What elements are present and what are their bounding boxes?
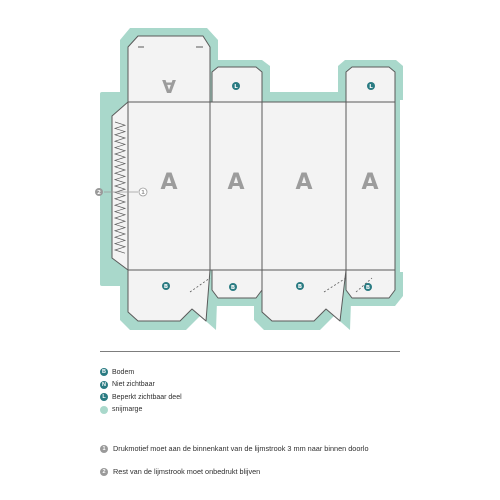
svg-text:B: B — [365, 285, 371, 292]
legend-swatch: L — [100, 393, 108, 401]
svg-text:B: B — [163, 284, 169, 291]
panel-2-letter: A — [227, 170, 245, 195]
note-2-text: Rest van de lijmstrook moet onbedrukt blijven — [113, 467, 261, 476]
svg-text:L: L — [234, 84, 238, 91]
legend-label: Beperkt zichtbaar deel — [112, 393, 182, 401]
svg-text:B: B — [297, 284, 303, 291]
note-1-number: 1 — [100, 445, 108, 453]
note-1-text: Drukmotief moet aan de binnenkant van de lijmstrook 3 mm naar binnen doorlo — [113, 444, 369, 453]
legend-label: Bodem — [112, 368, 135, 376]
note-2 — [100, 467, 260, 476]
legend-label: Niet zichtbaar — [112, 381, 155, 389]
top-flap-letter: A — [162, 75, 176, 96]
panel-1-letter: A — [160, 170, 178, 195]
legend-swatch: B — [100, 368, 108, 376]
svg-text:L: L — [369, 84, 373, 91]
panel-4-letter: A — [361, 170, 379, 195]
svg-text:B: B — [230, 285, 236, 292]
panel-3-letter: A — [295, 170, 313, 195]
note-1 — [100, 444, 369, 453]
note-2-number: 2 — [100, 468, 108, 476]
legend-label: snijmarge — [112, 406, 143, 414]
svg-text:2: 2 — [97, 190, 101, 197]
legend-swatch: N — [100, 381, 108, 389]
svg-text:1: 1 — [141, 190, 145, 197]
